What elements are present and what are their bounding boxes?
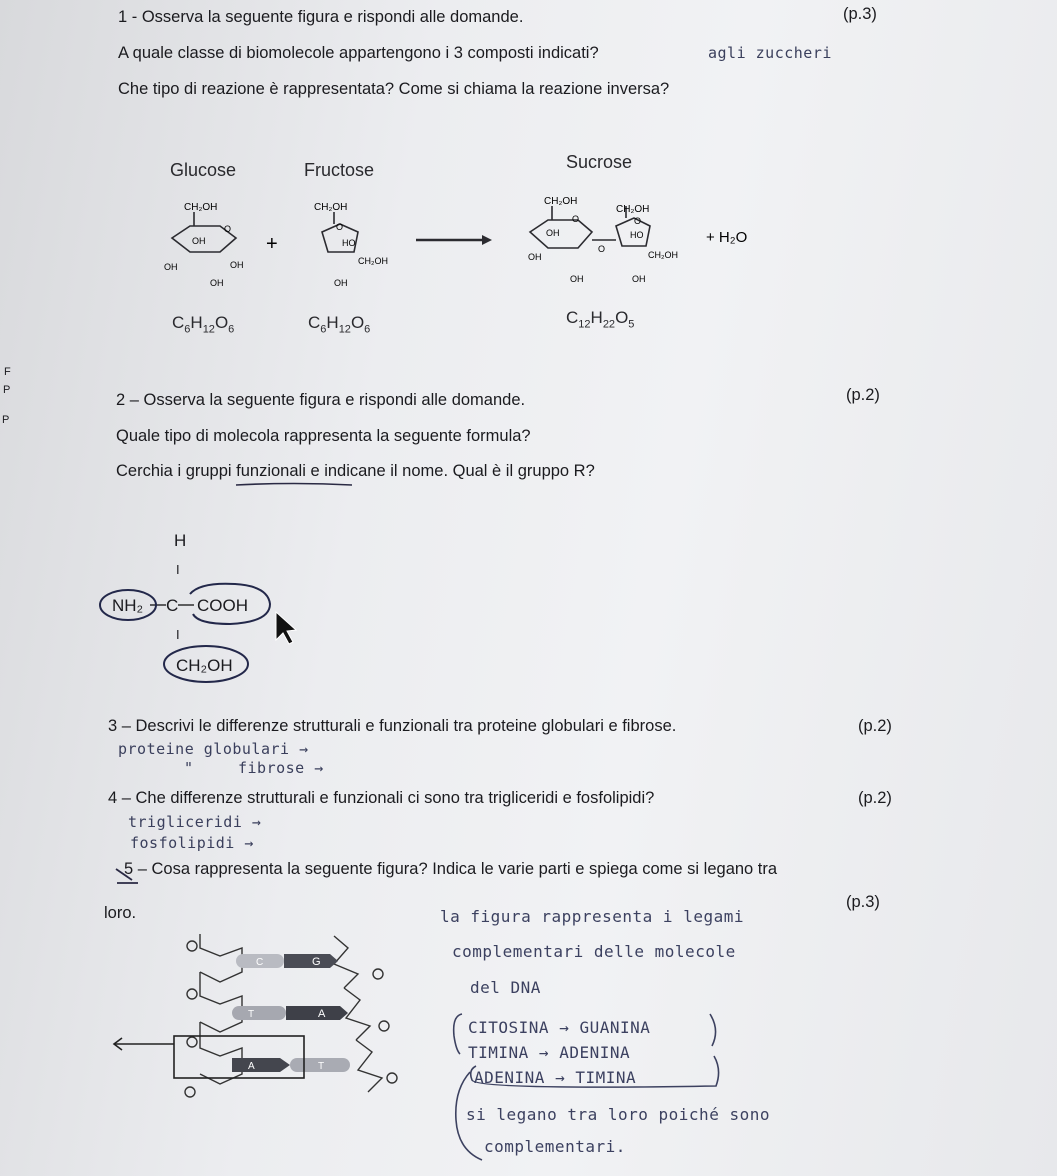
q5-title-2: loro. — [104, 904, 137, 922]
base-a-label: A — [318, 1008, 326, 1020]
base-t-label: T — [248, 1009, 255, 1020]
q3-hw-2: fibrose → — [238, 759, 324, 777]
glucose-oh-2: OH — [164, 262, 178, 272]
q5-answer-line-4: CITOSINA → GUANINA — [468, 1018, 651, 1037]
bond-bottom: I — [176, 627, 180, 642]
label-glucose: Glucose — [170, 160, 237, 180]
fructose-oh: OH — [334, 278, 348, 288]
q3-title: 3 – Descrivi le differenze strutturali e funzionali tra proteine globulari e fibrose. — [108, 717, 677, 735]
bond-top: I — [176, 562, 180, 577]
q4-points: (p.2) — [858, 789, 892, 807]
atom-h: H — [174, 531, 187, 550]
q5-number-correction — [114, 866, 142, 886]
q1-title: 1 - Osserva la seguente figura e rispondi alle domande. — [118, 8, 524, 26]
plus-sign: + — [266, 233, 278, 255]
label-sucrose: Sucrose — [566, 152, 633, 172]
q1-points: (p.3) — [843, 5, 877, 23]
base-a-1 — [286, 1006, 348, 1020]
sucrose-o-bridge: O — [598, 244, 606, 254]
glucose-o: O — [224, 224, 232, 234]
base-c-label: C — [256, 957, 264, 968]
dna-diagram — [108, 926, 408, 1116]
q5-answer-line-5: TIMINA → ADENINA — [468, 1043, 631, 1062]
base-a2-label: A — [248, 1061, 255, 1072]
margin-mark-2: P — [3, 384, 11, 396]
base-g-1 — [284, 954, 338, 968]
sucrose-o-2: O — [634, 216, 642, 226]
sucrose-ch2oh-1: CH₂OH — [544, 196, 578, 207]
sucrose-oh-1: OH — [546, 228, 560, 238]
margin-mark-1: F — [4, 366, 11, 378]
fructose-o: O — [336, 222, 344, 232]
base-g-label: G — [312, 956, 321, 968]
q1-question-1: A quale classe di biomolecole appartengono i 3 composti indicati? — [118, 44, 599, 62]
sucrose-ch2oh-3: CH₂OH — [648, 250, 678, 260]
q4-hw-2: fosfolipidi → — [130, 834, 254, 852]
reaction-diagram — [150, 188, 810, 298]
reaction-arrow — [416, 235, 492, 245]
base-a-2 — [232, 1058, 290, 1072]
sucrose-oh-3: OH — [570, 274, 584, 284]
label-fructose: Fructose — [304, 160, 375, 180]
glucose-oh-1: OH — [192, 236, 206, 246]
q1-handwritten-answer: agli zuccheri — [708, 44, 832, 62]
q5-points: (p.3) — [846, 893, 880, 911]
margin-mark-3: P — [2, 414, 10, 426]
q5-answer-line-1: la figura rappresenta i legami — [440, 907, 744, 926]
functional-group-circles — [90, 570, 320, 700]
sucrose-ch2oh-2: CH₂OH — [616, 204, 650, 215]
glucose-ch2oh: CH₂OH — [184, 202, 218, 213]
q2-underline — [234, 482, 354, 488]
formula-fructose: $C_6H_{12}O_6$ — [308, 313, 371, 336]
base-t2-label: T — [318, 1061, 325, 1072]
fructose-ho: HO — [342, 238, 356, 248]
base-t-1 — [232, 1006, 286, 1020]
q1-question-2: Che tipo di reazione è rappresentata? Come si chiama la reazione inversa? — [118, 80, 670, 98]
sucrose-ho: HO — [630, 230, 644, 240]
formula-sucrose: $C_{12}H_{22}O_5$ — [566, 308, 635, 331]
q4-hw-1: trigliceridi → — [128, 813, 262, 831]
q2-question-1: Quale tipo di molecola rappresenta la seguente formula? — [116, 427, 531, 445]
glucose-oh-4: OH — [210, 278, 224, 288]
q5-title: 5 – Cosa rappresenta la seguente figura? Indica le varie parti e spiega come si legano tra — [124, 860, 778, 878]
water-product: + H₂O — [706, 229, 748, 246]
q4-title: 4 – Che differenze strutturali e funzionali ci sono tra trigliceridi e fosfolipidi? — [108, 789, 655, 807]
q5-answer-line-8: complementari. — [484, 1137, 626, 1156]
q5-answer-line-6: ADENINA → TIMINA — [474, 1068, 637, 1087]
q3-hw-1: proteine globulari → — [118, 740, 309, 758]
q3-hw-ditto: " — [184, 759, 194, 777]
fructose-ch2oh-2: CH₂OH — [358, 256, 388, 266]
q2-question-2: Cerchia i gruppi funzionali e indicane il nome. Qual è il gruppo R? — [116, 462, 595, 480]
q5-answer-line-7: si legano tra loro poiché sono — [466, 1105, 770, 1124]
glucose-oh-3: OH — [230, 260, 244, 270]
q3-points: (p.2) — [858, 717, 892, 735]
group-cooh: COOH — [197, 596, 248, 615]
group-nh2: NH₂ — [112, 596, 144, 615]
q5-answer-line-2: complementari delle molecole — [452, 942, 736, 961]
handwritten-brackets — [448, 1010, 728, 1170]
sucrose-oh-4: OH — [632, 274, 646, 284]
atom-c-alpha: C — [166, 596, 179, 615]
fructose-ch2oh-1: CH₂OH — [314, 202, 348, 213]
sucrose-o-1: O — [572, 214, 580, 224]
q5-answer-line-3: del DNA — [470, 978, 541, 997]
q2-title: 2 – Osserva la seguente figura e rispondi alle domande. — [116, 391, 526, 409]
group-ch2oh-r: CH₂OH — [176, 656, 233, 675]
formula-glucose: $C_6H_{12}O_6$ — [172, 313, 235, 336]
q2-points: (p.2) — [846, 386, 880, 404]
sucrose-oh-2: OH — [528, 252, 542, 262]
